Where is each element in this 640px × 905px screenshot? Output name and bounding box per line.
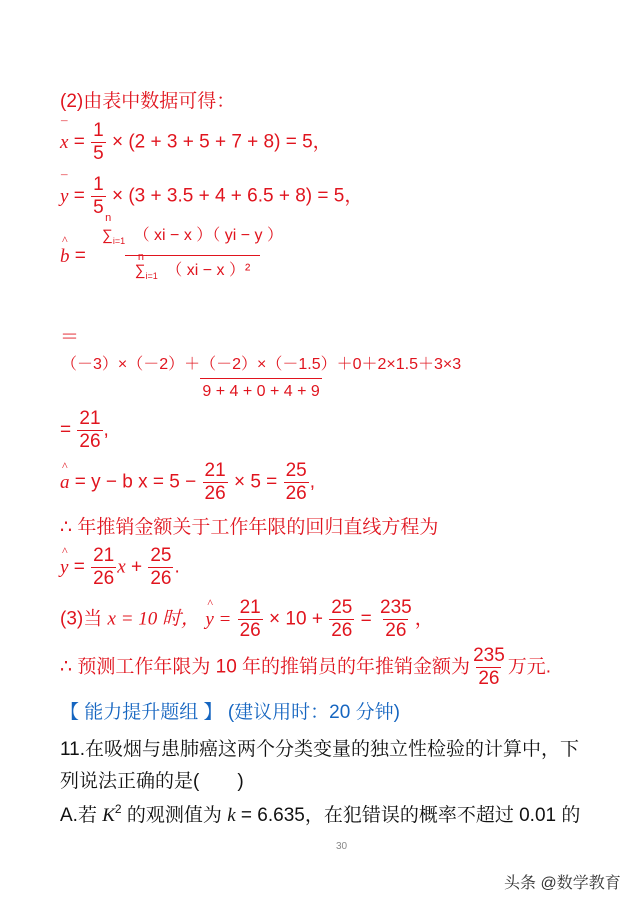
xbar-fraction: [91, 120, 106, 165]
bhat-frac-num: n $\sum_{i=1}$ （ xi − x ）（ yi − y ）: [92, 222, 293, 255]
big-frac-den: 9 + 4 + 0 + 4 + 9: [200, 378, 321, 405]
xbar-eq-sign: =: [73, 131, 85, 153]
ahat-mid: × 5 =: [233, 471, 278, 493]
section-time: (建议用时：20 分钟): [227, 702, 400, 723]
big-fraction: [58, 352, 464, 405]
xbar-expression: × (2 + 3 + 5 + 7 + 8) = 5，: [111, 131, 332, 153]
ahat-frac1: $\frac{21}{26}$: [204, 460, 226, 504]
prediction-unit: 万元.: [507, 656, 552, 678]
ybar-frac-num: 1: [93, 174, 104, 195]
yhat-symbol: ^ y: [60, 557, 68, 579]
part3-frac3: $\frac{235}{26}$: [380, 597, 412, 641]
xbar-frac-den: 5: [93, 143, 104, 164]
page-number: 30: [336, 841, 348, 852]
ahat-expression: = y − b x = 5 −: [74, 471, 197, 493]
part3-x-value: x = 10 时，: [107, 608, 201, 630]
part3-mid2: =: [360, 608, 372, 630]
big-frac: [59, 352, 463, 405]
watermark: [504, 870, 621, 893]
ybar-fraction: [91, 174, 106, 219]
ahat-symbol: ^ a: [60, 472, 70, 494]
sum-symbol-top: n $\sum_{i=1}$: [102, 212, 126, 246]
watermark-text: 头条 @数学教育: [504, 875, 621, 892]
part3-equation: (3)当 x = 10 时， ^ y = $\frac{21}{26}$ × 10 + $\frac{25}{26}$ = $\frac{235}{26}$ ，: [60, 597, 434, 642]
ybar-expression: × (3 + 3.5 + 4 + 6.5 + 8) = 5，: [111, 185, 364, 207]
part3-prefix: (3)当: [60, 608, 103, 630]
regression-equation: ^ y = $\frac{21}{26}$ x + $\frac{25}{26}$ .: [60, 545, 180, 590]
prediction-frac: $\frac{235}{26}$: [473, 645, 505, 689]
question-line-3: A.若 $K^2$ 的观测值为 k = 6.635，在犯错误的概率不超过 0.01 的: [60, 802, 581, 826]
ahat-equation: ^ a = y − b x = 5 − $\frac{21}{26}$ × 5 = $\frac{25}{26}$ ,: [60, 460, 315, 505]
reg-frac2: $\frac{25}{26}$: [150, 545, 172, 589]
part3-yhat: ^ y =: [205, 609, 231, 631]
ybar-symbol: ¯ y: [60, 186, 68, 208]
equals-line: ＝: [60, 327, 80, 348]
xbar-frac-num: 1: [93, 120, 104, 141]
ybar-frac-den: 5: [93, 197, 104, 218]
section-title: 【 能力提升题组 】: [60, 702, 223, 723]
reg-frac1: $\frac{21}{26}$: [93, 545, 115, 589]
ybar-eq-sign: =: [73, 185, 85, 207]
b-result-den: 26: [79, 431, 101, 452]
section-header: [60, 697, 400, 724]
part3-frac2: $\frac{25}{26}$: [331, 597, 353, 641]
prediction-line: [60, 645, 551, 690]
ahat-frac2: $\frac{25}{26}$: [285, 460, 307, 504]
bhat-formula: ^ b = n $\sum_{i=1}$ （ xi − x ）（ yi − y ） n $\sum_{i=1}$ （ xi − x ）²: [60, 222, 294, 291]
bhat-fraction: [92, 212, 293, 291]
part3-mid1: × 10 +: [269, 608, 323, 630]
regression-conclusion: ∴ 年推销金额关于工作年限的回归直线方程为: [60, 517, 439, 538]
b-result-num: 21: [79, 408, 101, 429]
sum-symbol-bottom: n $\sum_{i=1}$: [134, 251, 158, 281]
question-line-2: 列说法正确的是( ): [60, 771, 244, 792]
part2-intro: (2)由表中数据可得：: [60, 91, 236, 112]
xbar-symbol: ¯ x: [60, 132, 68, 154]
b-result: = $\frac{21}{26}$ ,: [60, 408, 109, 452]
xbar-equation: [60, 120, 332, 165]
b-result-frac: [77, 408, 102, 453]
bhat-symbol: ^ b: [60, 246, 70, 268]
bhat-frac-den: n $\sum_{i=1}$ （ xi − x ）²: [125, 255, 260, 291]
prediction-text: ∴ 预测工作年限为 10 年的推销员的年推销金额为: [60, 656, 471, 678]
big-frac-num: （－3）×（－2）＋（－2）×（－1.5）＋0＋2×1.5＋3×3: [61, 356, 462, 373]
part3-frac1: $\frac{21}{26}$: [239, 597, 261, 641]
question-line-1: 11.在吸烟与患肺癌这两个分类变量的独立性检验的计算中，下: [60, 739, 580, 760]
